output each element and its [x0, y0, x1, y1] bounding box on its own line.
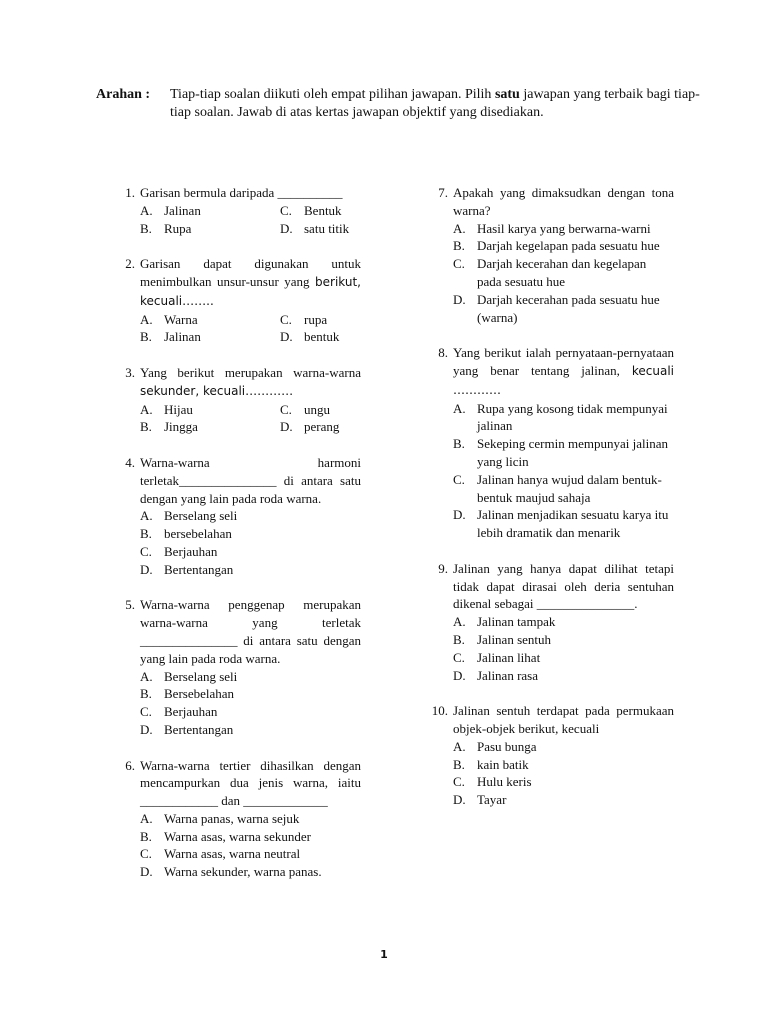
- option-c: [140, 845, 361, 863]
- option-text: Jalinan: [164, 202, 201, 218]
- option-text: Hijau: [164, 401, 193, 417]
- question-number: 2.: [125, 256, 135, 272]
- option-text: Jalinan: [164, 329, 201, 345]
- instructions-text-after: jawapan yang terbaik bagi tiap-tiap soalan. Jawab di atas kertas jawapan objektif yang disediakan.: [170, 87, 700, 120]
- question-stem: Warna-warna harmoni terletak_______________ di antara satu dengan yang lain pada roda warna.: [140, 454, 361, 506]
- question-stem: [453, 344, 674, 399]
- option-letter: A.: [453, 614, 466, 630]
- option-text: Berselang seli: [164, 668, 238, 684]
- question-number: 7.: [438, 185, 448, 200]
- option-b: [453, 237, 674, 255]
- question-1: [111, 184, 361, 237]
- option-text: Hasil karya yang berwarna-warni: [477, 220, 651, 236]
- question-number: 6.: [125, 757, 135, 773]
- question-stem: [140, 364, 361, 401]
- option-text: Warna asas, warna sekunder: [164, 828, 311, 844]
- option-letter: B.: [140, 828, 152, 844]
- question-stem-tail: berikut, kecuali……..: [140, 274, 361, 308]
- option-c: [280, 401, 390, 419]
- option-letter: C.: [140, 846, 152, 862]
- option-text: Darjah kecerahan pada sesuatu hue (warna): [477, 291, 660, 325]
- option-text: Warna sekunder, warna panas.: [164, 864, 322, 880]
- option-c: [453, 471, 674, 507]
- option-text: satu titik: [304, 220, 350, 236]
- option-letter: A.: [140, 202, 153, 218]
- question-stem-tail: kecuali …………: [453, 363, 674, 397]
- question-stem: Warna-warna tertier dihasilkan dengan mencampurkan dua jenis warna, iaitu ____________ dan _____________: [140, 757, 361, 809]
- option-a: [453, 738, 674, 756]
- option-c: [453, 649, 674, 667]
- option-text: Berselang seli: [164, 508, 238, 524]
- option-letter: C.: [280, 311, 292, 327]
- option-b: [453, 631, 674, 649]
- option-text: kain batik: [477, 756, 529, 772]
- option-letter: B.: [140, 329, 152, 345]
- option-text: Bersebelahan: [164, 686, 235, 702]
- option-letter: A.: [140, 508, 153, 524]
- option-d: [280, 418, 390, 436]
- option-d: [453, 291, 674, 327]
- answer-options: [453, 220, 674, 327]
- option-d: [140, 561, 361, 579]
- option-text: bentuk: [304, 329, 340, 345]
- question-10: [424, 702, 674, 809]
- option-d: [140, 721, 361, 739]
- option-c: [280, 202, 390, 220]
- question-8: [424, 344, 674, 542]
- questions-left-column: [111, 184, 361, 899]
- question-number: 10.: [431, 703, 448, 719]
- question-stem: [140, 255, 361, 310]
- option-letter: B.: [453, 436, 465, 452]
- question-number: 9.: [438, 560, 448, 576]
- option-text: Jalinan tampak: [477, 614, 556, 630]
- option-letter: D.: [140, 721, 153, 737]
- option-letter: A.: [140, 311, 153, 327]
- question-stem-main: Garisan dapat digunakan untuk menimbulkan unsur-unsur yang: [140, 256, 361, 289]
- option-a: [140, 401, 280, 419]
- option-d: [453, 506, 674, 542]
- question-3: [111, 364, 361, 436]
- option-a: [453, 220, 674, 238]
- option-text: Rupa: [164, 220, 192, 236]
- option-letter: B.: [453, 756, 465, 772]
- option-a: [140, 668, 361, 686]
- option-letter: A.: [140, 668, 153, 684]
- option-d: [140, 863, 361, 881]
- question-number: 1.: [125, 185, 135, 200]
- answer-options: [453, 400, 674, 542]
- option-text: Jalinan hanya wujud dalam bentuk-bentuk maujud sahaja: [477, 471, 662, 505]
- option-c: [140, 703, 361, 721]
- option-letter: B.: [453, 631, 465, 647]
- option-letter: C.: [140, 543, 152, 559]
- option-text: Warna asas, warna neutral: [164, 846, 301, 862]
- option-a: [140, 202, 280, 220]
- option-text: Jalinan lihat: [477, 649, 541, 665]
- answer-options: [140, 810, 361, 881]
- option-letter: D.: [280, 419, 293, 435]
- option-text: Bertentangan: [164, 561, 234, 577]
- option-b: [453, 435, 674, 471]
- instructions-label: Arahan :: [96, 87, 151, 102]
- option-c: [453, 255, 674, 291]
- option-b: [140, 220, 280, 238]
- question-stem-main: Yang berikut merupakan warna-warna: [140, 364, 361, 380]
- question-number: 4.: [125, 454, 135, 470]
- instructions-text-before: Tiap-tiap soalan diikuti oleh empat pilihan jawapan. Pilih: [170, 87, 495, 102]
- instructions-text: [170, 86, 700, 122]
- option-letter: A.: [453, 220, 466, 236]
- option-letter: B.: [140, 220, 152, 236]
- question-5: [111, 596, 361, 738]
- option-text: Jalinan sentuh: [477, 631, 552, 647]
- questions-right-column: [424, 184, 674, 827]
- question-stem: Warna-warna penggenap merupakan warna-warna yang terletak _______________ di antara satu dengan yang lain pada roda warna.: [140, 597, 361, 666]
- option-letter: C.: [453, 649, 465, 665]
- answer-options: [140, 401, 361, 437]
- answer-options: [140, 507, 361, 578]
- option-text: Warna panas, warna sejuk: [164, 810, 300, 826]
- option-text: Jalinan rasa: [477, 667, 539, 683]
- question-number: 3.: [125, 364, 135, 380]
- option-letter: D.: [453, 792, 466, 808]
- option-b: [140, 418, 280, 436]
- option-letter: D.: [280, 329, 293, 345]
- question-number: 8.: [438, 345, 448, 361]
- option-letter: D.: [453, 667, 466, 683]
- option-letter: A.: [453, 400, 466, 416]
- option-letter: D.: [453, 291, 466, 307]
- option-letter: C.: [453, 774, 465, 790]
- option-a: [453, 400, 674, 436]
- option-letter: B.: [140, 419, 152, 435]
- option-d: [280, 220, 390, 238]
- option-letter: C.: [280, 202, 292, 218]
- option-text: Sekeping cermin mempunyai jalinan yang licin: [477, 436, 668, 469]
- question-number: 5.: [125, 597, 135, 613]
- option-text: Berjauhan: [164, 543, 218, 559]
- option-text: Darjah kecerahan dan kegelapan pada sesuatu hue: [477, 256, 647, 289]
- option-a: [140, 810, 361, 828]
- option-letter: A.: [140, 810, 153, 826]
- option-letter: D.: [280, 220, 293, 236]
- option-b: [140, 828, 361, 846]
- question-stem: Garisan bermula daripada __________: [140, 185, 343, 200]
- option-text: rupa: [304, 311, 328, 327]
- answer-options: [140, 202, 361, 238]
- option-text: Bentuk: [304, 202, 342, 218]
- option-text: Jalinan menjadikan sesuatu karya itu lebih dramatik dan menarik: [477, 507, 669, 541]
- option-letter: D.: [140, 864, 153, 880]
- question-stem-tail: sekunder, kecuali…………: [140, 383, 294, 398]
- option-letter: A.: [140, 401, 153, 417]
- option-letter: B.: [140, 526, 152, 542]
- option-text: perang: [304, 419, 340, 435]
- answer-options: [140, 668, 361, 739]
- question-4: [111, 454, 361, 579]
- instructions-text-bold: satu: [494, 87, 520, 102]
- option-a: [140, 311, 280, 329]
- option-letter: C.: [453, 256, 465, 272]
- question-stem: Apakah yang dimaksudkan dengan tona warna?: [453, 185, 674, 218]
- option-b: [140, 328, 280, 346]
- option-letter: C.: [140, 704, 152, 720]
- answer-options: [453, 613, 674, 684]
- option-text: Jingga: [164, 419, 198, 435]
- option-b: [140, 685, 361, 703]
- option-text: Berjauhan: [164, 704, 218, 720]
- option-letter: A.: [453, 738, 466, 754]
- option-text: Rupa yang kosong tidak mempunyai jalinan: [477, 400, 668, 434]
- question-9: [424, 560, 674, 685]
- answer-options: [140, 311, 361, 347]
- answer-options: [453, 738, 674, 809]
- question-stem: Jalinan yang hanya dapat dilihat tetapi tidak dapat dirasai oleh deria sentuhan dikenal sebagai _______________.: [453, 560, 674, 612]
- option-letter: C.: [280, 401, 292, 417]
- option-text: Pasu bunga: [477, 738, 537, 754]
- option-d: [453, 667, 674, 685]
- option-d: [280, 328, 390, 346]
- option-c: [453, 773, 674, 791]
- option-c: [280, 311, 390, 329]
- question-7: [424, 184, 674, 326]
- option-letter: D.: [140, 561, 153, 577]
- question-stem-main: Yang berikut ialah pernyataan-pernyataan yang benar tentang jalinan,: [453, 345, 674, 378]
- option-b: [140, 525, 361, 543]
- option-text: ungu: [304, 401, 330, 417]
- option-a: [140, 507, 361, 525]
- option-letter: D.: [453, 507, 466, 523]
- option-letter: B.: [140, 686, 152, 702]
- option-letter: C.: [453, 471, 465, 487]
- option-text: Tayar: [477, 792, 507, 808]
- option-b: [453, 756, 674, 774]
- option-text: Hulu keris: [477, 774, 532, 790]
- option-text: Warna: [164, 311, 198, 327]
- option-a: [453, 613, 674, 631]
- option-d: [453, 791, 674, 809]
- option-c: [140, 543, 361, 561]
- question-6: [111, 757, 361, 882]
- question-stem: Jalinan sentuh terdapat pada permukaan objek-objek berikut, kecuali: [453, 703, 674, 736]
- page-number: 1: [380, 948, 388, 961]
- option-text: Darjah kegelapan pada sesuatu hue: [477, 238, 660, 254]
- question-2: [111, 255, 361, 346]
- option-letter: B.: [453, 238, 465, 254]
- option-text: bersebelahan: [164, 526, 232, 542]
- option-text: Bertentangan: [164, 721, 234, 737]
